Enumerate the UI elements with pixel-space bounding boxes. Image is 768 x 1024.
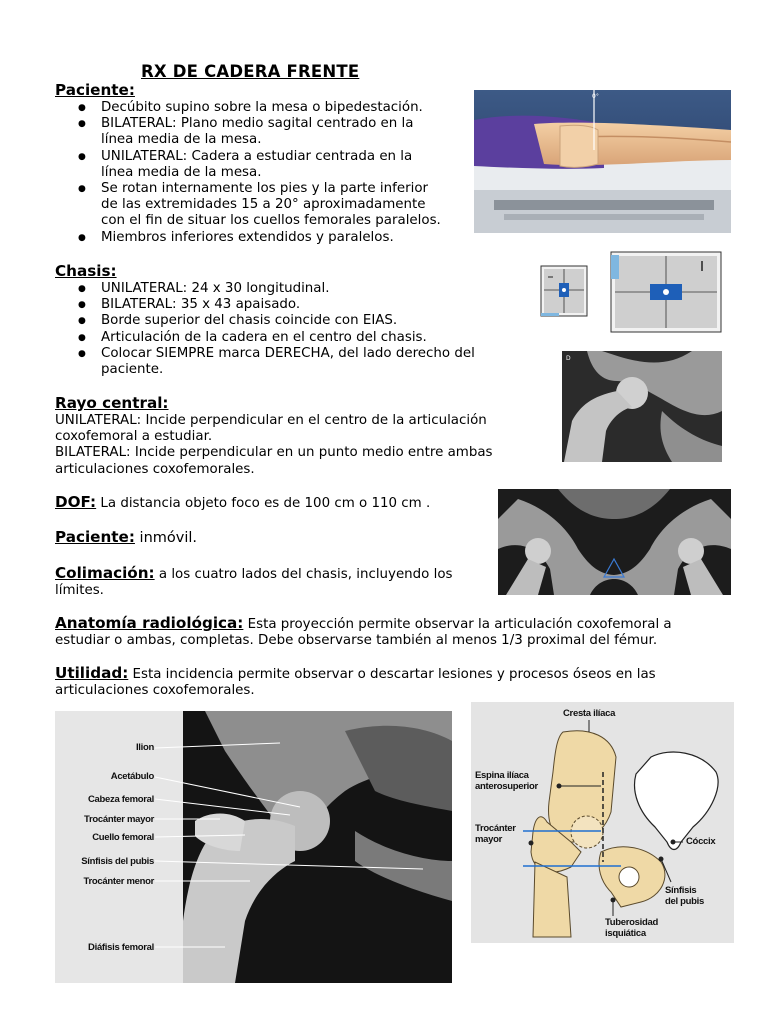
label-coccix: Cóccix (686, 836, 716, 847)
list-item: ● Decúbito supino sobre la mesa o bipedestación. (55, 100, 495, 116)
label-cabeza-femoral: Cabeza femoral (87, 794, 154, 805)
section-heading-anatomia: Anatomía radiológica: (55, 614, 244, 632)
patient-position-photo (474, 90, 731, 233)
label-acetabulo: Acetábulo (110, 771, 154, 782)
section-heading-rayo: Rayo central: (55, 394, 169, 412)
page-title: RX DE CADERA FRENTE (141, 62, 360, 81)
label-tuberosidad-line2: isquiática (605, 928, 646, 939)
label-sinfisis-line1: Sínfisis (665, 885, 697, 896)
label-trocanter-line1: Trocánter (475, 823, 516, 834)
section-heading-chasis: Chasis: (55, 262, 117, 280)
list-item: ● Miembros inferiores extendidos y paralelos. (55, 230, 495, 246)
chasis-list (55, 281, 525, 378)
label-trocanter-line2: mayor (475, 834, 503, 845)
list-item: ● Borde superior del chasis coincide con EIAS. (55, 313, 525, 329)
list-item: ● Colocar SIEMPRE marca DERECHA, del lado derecho del paciente. (55, 346, 525, 378)
dof-paragraph: DOF: La distancia objeto foco es de 100 cm o 110 cm . (55, 493, 431, 511)
list-item: ● UNILATERAL: Cadera a estudiar centrada en la línea media de la mesa. (55, 149, 495, 181)
list-item: ● Articulación de la cadera en el centro del chasis. (55, 330, 525, 346)
cassette-unilateral-diagram (540, 265, 588, 317)
label-espina-iliaca-line2: anterosuperior (475, 781, 538, 792)
utilidad-paragraph: Utilidad: Esta incidencia permite observar o descartar lesiones y procesos óseos en las articulaciones coxofemorales. (55, 664, 656, 699)
paciente-list (55, 100, 495, 246)
list-item: ● BILATERAL: Plano medio sagital centrado en la línea media de la mesa. (55, 116, 495, 148)
section-heading-dof: DOF: (55, 493, 97, 511)
section-heading-utilidad: Utilidad: (55, 664, 129, 682)
label-espina-iliaca-line1: Espina ilíaca (475, 770, 529, 781)
anatomia-paragraph: Anatomía radiológica: Esta proyección permite observar la articulación coxofemoral a estudiar o ambas, completas. Debe observarse también al menos 1/3 proximal del fémur. (55, 614, 672, 649)
list-item: ● BILATERAL: 35 x 43 apaisado. (55, 297, 525, 313)
label-trocanter-menor: Trocánter menor (83, 876, 154, 887)
rayo-text: UNILATERAL: Incide perpendicular en el centro de la articulación coxofemoral a estudiar. BILATERAL: Incide perpendicular en un punto medio entre ambas articulaciones coxofemorales. (55, 413, 493, 477)
label-diafisis-femoral: Diáfisis femoral (88, 942, 154, 953)
colimacion-paragraph: Colimación: a los cuatro lados del chasis, incluyendo los límites. (55, 564, 453, 599)
paciente-inmovil-paragraph: Paciente: inmóvil. (55, 528, 198, 546)
cassette-bilateral-diagram (610, 251, 722, 333)
labeled-hip-xray (55, 711, 452, 983)
list-item: ● UNILATERAL: 24 x 30 longitudinal. (55, 281, 525, 297)
label-sinfisis-pubis: Sínfisis del pubis (81, 856, 154, 867)
section-heading-colimacion: Colimación: (55, 564, 155, 582)
label-trocanter-mayor: Trocánter mayor (84, 814, 154, 825)
pelvis-anatomy-diagram (471, 702, 734, 943)
angle-label: 0° (592, 93, 599, 100)
hip-xray-unilateral (562, 351, 722, 462)
label-cresta-iliaca: Cresta ilíaca (563, 708, 616, 719)
section-heading-paciente-2: Paciente: (55, 528, 135, 546)
label-cuello-femoral: Cuello femoral (92, 832, 154, 843)
section-heading-paciente: Paciente: (55, 81, 135, 99)
label-tuberosidad-line1: Tuberosidad (605, 917, 658, 928)
pelvis-xray-bilateral (498, 489, 731, 595)
side-marker: D (566, 355, 571, 362)
label-ilion: Ilion (135, 742, 154, 753)
label-sinfisis-line2: del pubis (665, 896, 704, 907)
list-item: ● Se rotan internamente los pies y la parte inferior de las extremidades 15 a 20° aproximadamente con el fin de situar los cuellos femorales paralelos. (55, 181, 495, 230)
